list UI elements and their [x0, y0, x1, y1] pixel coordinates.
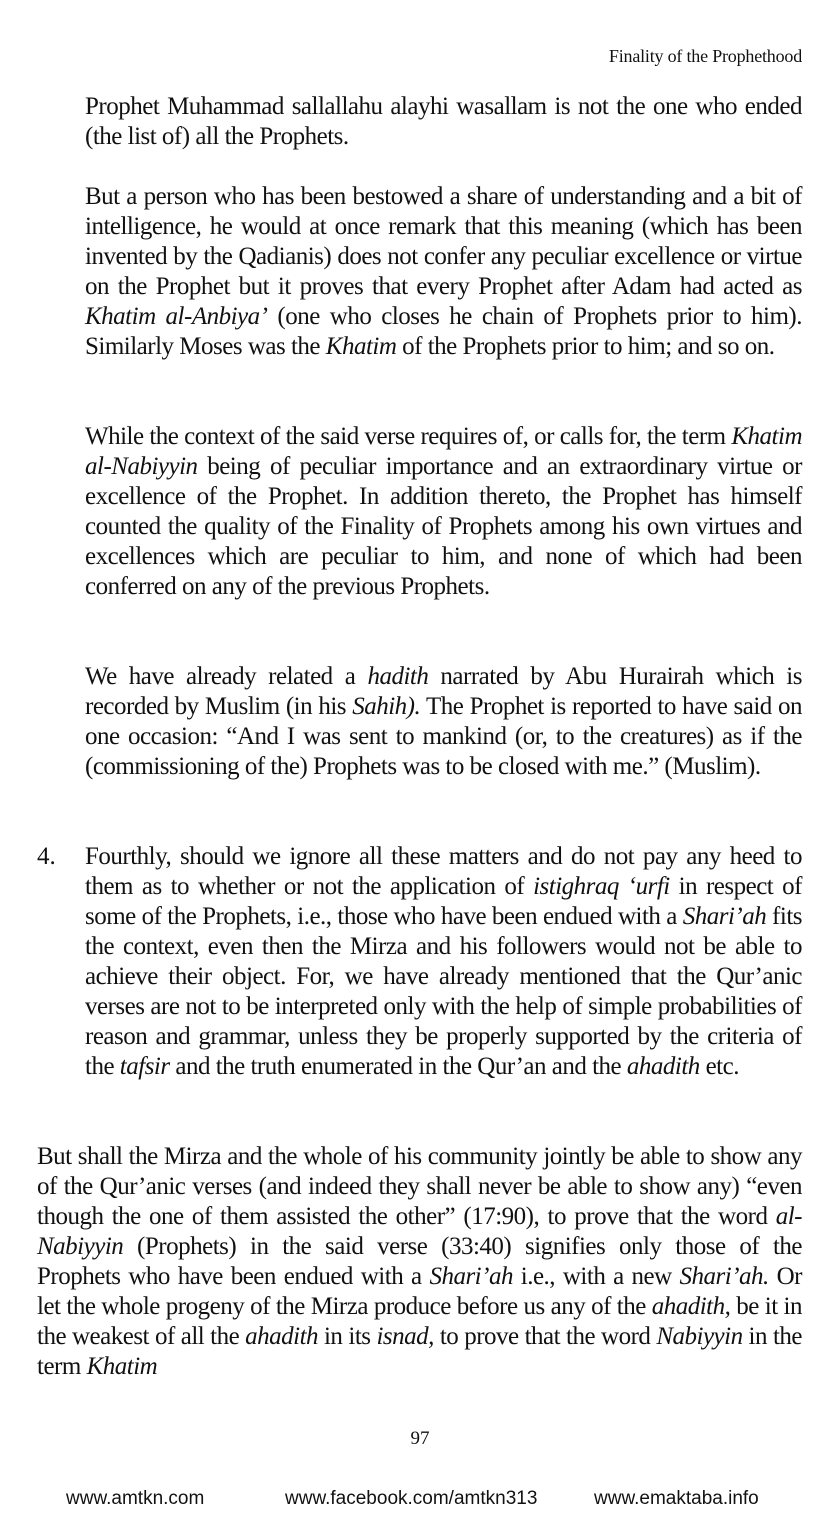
text-run: While the context of the said verse requires of, or calls for, the term	[85, 423, 732, 450]
italic-term: al-Nabiyyin	[37, 1203, 802, 1260]
italic-term: Shari’ah.	[679, 1263, 769, 1290]
italic-term: Khatim al-Anbiya’	[85, 303, 268, 330]
text-run: (Prophets) in the said verse (33:40) signifies only those of the Prophets who have been endued with a	[37, 1233, 802, 1290]
text-run: But a person who has been bestowed a share of understanding and a bit of intelligence, he would at once remark that this meaning (which has been invented by the Qadianis) does not confer any peculiar excellence or virtue on the Prophet but it proves that every Prophet after Adam had acted as	[85, 183, 802, 300]
text-run: be it in the weakest of all the	[37, 1293, 802, 1350]
italic-term: Khatim	[325, 333, 397, 360]
italic-term: ahadith	[245, 1323, 319, 1350]
paragraph-5	[85, 842, 802, 1082]
italic-term: Nabiyyin	[656, 1323, 743, 1350]
list-number: 4.	[37, 843, 56, 870]
text-run: i.e., with a new	[512, 1263, 680, 1290]
text-run: to prove that the word	[433, 1323, 657, 1350]
italic-term: tafsir	[119, 1053, 170, 1080]
text-run: fits the context, even then the Mirza and his followers would not be able to achieve their object. For, we have already mentioned that the Qur’anic verses are not to be interpreted only with the help of simple probabilities of reason and grammar, unless they be properly supported by the criteria of the	[85, 903, 803, 1080]
italic-term: ahadith,	[651, 1293, 731, 1320]
text-run: (one who closes he chain of Prophets prior to him). Similarly Moses was the	[85, 303, 802, 360]
footer-link-amtkn[interactable]: www.amtkn.com	[66, 1488, 205, 1509]
paragraph-1: Prophet Muhammad sallallahu alayhi wasallam is not the one who ended (the list of) all the Prophets.	[85, 93, 802, 150]
paragraph-4	[85, 662, 802, 782]
text-run: Fourthly, should we ignore all these matters and do not pay any heed to them as to whether or not the application of	[85, 843, 802, 900]
italic-term: Khatim	[86, 1353, 158, 1380]
text-run: The Prophet is reported to have said on one occasion: “And I was sent to mankind (or, to the creatures) as if the (commissioning of the) Prophets was to be closed with me.” (Muslim).	[85, 693, 802, 780]
italic-term: Shari’ah	[429, 1263, 513, 1290]
text-run: in its	[318, 1323, 377, 1350]
text-run: in the term	[37, 1323, 802, 1380]
footer-link-emaktaba[interactable]: www.emaktaba.info	[594, 1488, 759, 1509]
italic-term: istighraq ‘urfi	[533, 873, 670, 900]
page-number: 97	[410, 1428, 430, 1449]
paragraph-6	[37, 1142, 802, 1382]
running-title: Finality of the Prophethood	[608, 46, 802, 66]
text-run: Or let the whole progeny of the Mirza produce before us any of the	[37, 1263, 802, 1320]
italic-term: isnad,	[376, 1323, 434, 1350]
italic-term: ahadith	[626, 1053, 700, 1080]
text-run: narrated by Abu Hurairah which is recorded by Muslim (in his	[85, 663, 802, 720]
paragraph-2	[85, 182, 802, 362]
text-run: etc.	[699, 1053, 739, 1080]
text-run: of the Prophets prior to him; and so on.	[396, 333, 775, 360]
text-run: We have already related a	[85, 663, 368, 690]
text-run: in respect of some of the Prophets, i.e., those who have been endued with a	[85, 873, 802, 930]
text-run: and the truth enumerated in the Qur’an and the	[169, 1053, 627, 1080]
italic-term: Sahih).	[352, 693, 421, 720]
italic-term: Khatim al-Nabiyyin	[85, 423, 802, 480]
footer-link-facebook[interactable]: www.facebook.com/amtkn313	[285, 1488, 538, 1509]
paragraph-3	[85, 422, 802, 602]
text-run: But shall the Mirza and the whole of his community jointly be able to show any of the Qur’anic verses (and indeed they shall never be able to show any) “even though the one of them assisted the other” (17:90), to prove that the word	[37, 1143, 802, 1230]
italic-term: Shari’ah	[682, 903, 767, 930]
text-run: being of peculiar importance and an extraordinary virtue or excellence of the Prophet. In addition thereto, the Prophet has himself counted the quality of the Finality of Prophets among his own virtues and excellences which are peculiar to him, and none of which had been conferred on any of the previous Prophets.	[85, 453, 802, 600]
italic-term: hadith	[367, 663, 429, 690]
